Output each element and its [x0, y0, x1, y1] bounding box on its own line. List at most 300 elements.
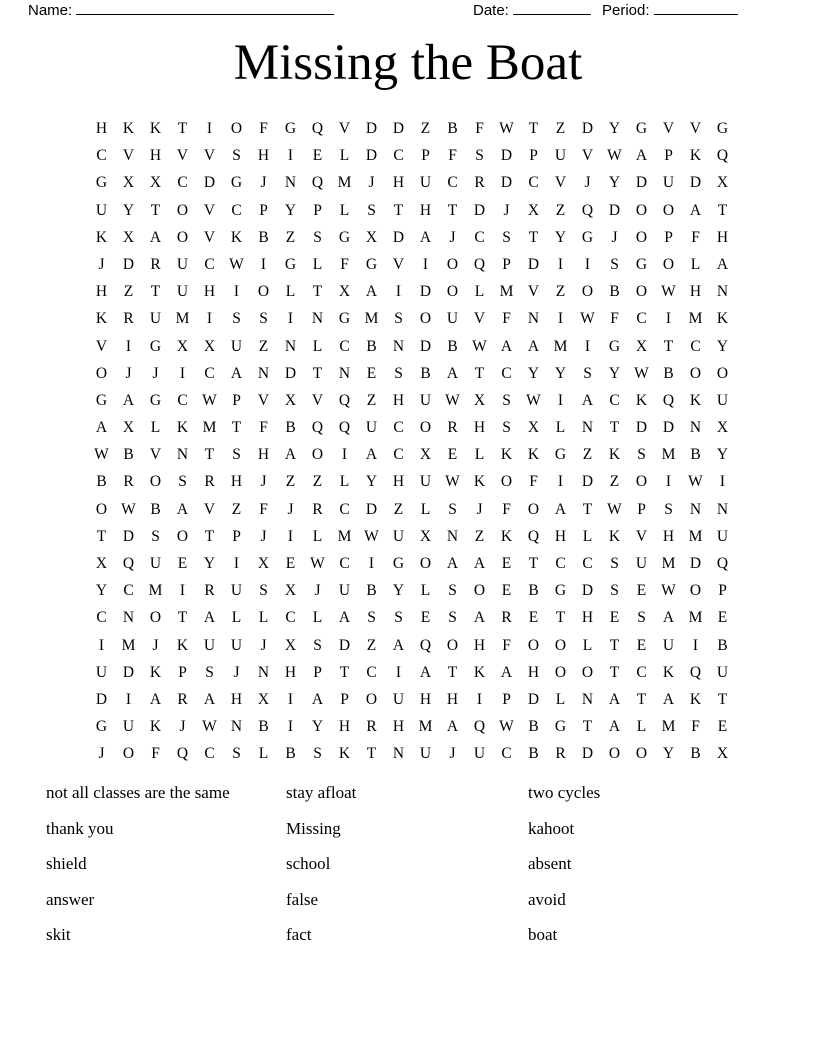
grid-cell[interactable]: M — [337, 174, 352, 192]
grid-cell[interactable]: M — [364, 310, 379, 328]
grid-cell[interactable]: H — [257, 446, 270, 464]
grid-cell[interactable]: F — [502, 500, 511, 518]
grid-cell[interactable]: Y — [95, 582, 108, 600]
grid-cell[interactable]: K — [473, 663, 486, 681]
grid-cell[interactable]: R — [447, 419, 458, 437]
grid-cell[interactable]: L — [150, 419, 161, 437]
grid-cell[interactable]: S — [259, 310, 268, 328]
grid-cell[interactable]: O — [554, 636, 567, 654]
grid-cell[interactable]: L — [339, 201, 350, 219]
grid-cell[interactable]: U — [149, 555, 162, 572]
grid-cell[interactable]: J — [611, 228, 618, 246]
grid-cell[interactable]: O — [419, 419, 432, 437]
grid-cell[interactable]: L — [420, 500, 431, 518]
grid-cell[interactable]: T — [528, 555, 539, 572]
grid-cell[interactable]: C — [393, 419, 404, 437]
grid-cell[interactable]: I — [125, 690, 132, 708]
grid-cell[interactable]: S — [313, 636, 322, 654]
grid-cell[interactable]: H — [230, 690, 243, 708]
grid-cell[interactable]: G — [365, 255, 378, 273]
grid-cell[interactable]: W — [634, 364, 649, 382]
grid-cell[interactable]: Z — [285, 473, 296, 491]
grid-cell[interactable]: P — [718, 582, 727, 600]
grid-cell[interactable]: O — [689, 582, 702, 600]
grid-cell[interactable]: I — [665, 310, 672, 328]
grid-cell[interactable]: N — [122, 609, 135, 627]
letter-grid[interactable] — [88, 115, 736, 768]
grid-cell[interactable]: A — [554, 500, 567, 518]
grid-cell[interactable]: S — [475, 147, 484, 165]
grid-cell[interactable]: F — [259, 500, 268, 518]
grid-cell[interactable]: S — [664, 500, 673, 518]
grid-cell[interactable]: J — [260, 527, 267, 545]
grid-cell[interactable]: C — [204, 745, 215, 763]
grid-cell[interactable]: H — [446, 690, 459, 708]
word-list-item[interactable]: false — [286, 889, 319, 909]
grid-cell[interactable]: N — [446, 527, 459, 545]
grid-cell[interactable]: W — [607, 500, 622, 518]
grid-cell[interactable]: V — [581, 147, 594, 165]
grid-cell[interactable]: B — [96, 473, 107, 491]
grid-cell[interactable]: K — [608, 446, 621, 464]
grid-cell[interactable]: L — [474, 283, 485, 301]
grid-cell[interactable]: I — [692, 636, 699, 654]
grid-cell[interactable]: C — [339, 337, 350, 355]
grid-cell[interactable]: X — [635, 337, 648, 355]
grid-cell[interactable]: T — [150, 283, 161, 301]
grid-cell[interactable]: T — [447, 663, 458, 681]
grid-cell[interactable]: Y — [122, 201, 135, 219]
grid-cell[interactable]: W — [688, 473, 703, 491]
word-list-item[interactable]: two cycles — [528, 783, 601, 802]
grid-cell[interactable]: S — [232, 745, 241, 763]
grid-cell[interactable]: T — [204, 527, 215, 545]
grid-cell[interactable]: D — [473, 201, 486, 219]
grid-cell[interactable]: H — [689, 283, 702, 301]
grid-cell[interactable]: Z — [609, 473, 620, 491]
grid-cell[interactable]: N — [689, 500, 702, 518]
grid-cell[interactable]: I — [557, 473, 564, 491]
grid-cell[interactable]: D — [365, 120, 378, 137]
grid-cell[interactable]: U — [716, 391, 729, 409]
grid-cell[interactable]: H — [419, 690, 432, 708]
grid-cell[interactable]: W — [94, 446, 109, 464]
grid-cell[interactable]: B — [150, 500, 161, 518]
grid-cell[interactable]: Z — [366, 391, 377, 409]
grid-cell[interactable]: Z — [555, 283, 566, 301]
grid-cell[interactable]: W — [202, 718, 217, 736]
grid-cell[interactable]: X — [716, 419, 729, 437]
grid-cell[interactable]: Q — [716, 555, 729, 572]
grid-cell[interactable]: J — [449, 745, 456, 763]
grid-cell[interactable]: Q — [338, 419, 351, 437]
grid-cell[interactable]: D — [500, 147, 513, 165]
grid-cell[interactable]: N — [527, 310, 540, 328]
grid-cell[interactable]: X — [95, 555, 108, 572]
grid-cell[interactable]: O — [446, 255, 459, 273]
grid-cell[interactable]: L — [231, 609, 242, 627]
grid-cell[interactable]: K — [122, 120, 135, 137]
grid-cell[interactable]: P — [421, 147, 430, 165]
grid-cell[interactable]: B — [420, 364, 431, 382]
grid-cell[interactable]: O — [635, 745, 648, 763]
grid-cell[interactable]: A — [581, 391, 594, 409]
grid-cell[interactable]: C — [393, 446, 404, 464]
grid-cell[interactable]: D — [419, 337, 432, 355]
grid-cell[interactable]: C — [123, 582, 134, 600]
grid-cell[interactable]: X — [338, 283, 351, 301]
grid-cell[interactable]: J — [125, 364, 132, 382]
grid-cell[interactable]: N — [284, 337, 297, 355]
grid-cell[interactable]: B — [528, 582, 539, 600]
grid-cell[interactable]: L — [312, 609, 323, 627]
grid-cell[interactable]: A — [608, 718, 621, 736]
grid-cell[interactable]: Q — [527, 527, 540, 545]
grid-cell[interactable]: T — [609, 663, 620, 681]
grid-cell[interactable]: Q — [716, 147, 729, 165]
grid-cell[interactable]: X — [419, 527, 432, 545]
grid-cell[interactable]: W — [499, 120, 514, 137]
grid-cell[interactable]: R — [177, 690, 188, 708]
grid-cell[interactable]: D — [581, 120, 594, 137]
grid-cell[interactable]: M — [661, 718, 676, 736]
grid-cell[interactable]: Y — [608, 174, 621, 192]
grid-cell[interactable]: A — [203, 609, 216, 627]
grid-cell[interactable]: P — [664, 147, 673, 165]
grid-cell[interactable]: S — [502, 228, 511, 246]
grid-cell[interactable]: O — [176, 527, 189, 545]
grid-cell[interactable]: Z — [582, 446, 593, 464]
grid-cell[interactable]: P — [232, 391, 241, 409]
grid-cell[interactable]: W — [229, 255, 244, 273]
grid-cell[interactable]: Y — [311, 718, 324, 736]
grid-cell[interactable]: S — [178, 473, 187, 491]
grid-cell[interactable]: V — [257, 391, 270, 409]
grid-cell[interactable]: H — [419, 201, 432, 219]
grid-cell[interactable]: V — [635, 527, 648, 545]
grid-cell[interactable]: F — [259, 419, 268, 437]
grid-cell[interactable]: I — [341, 446, 348, 464]
grid-cell[interactable]: D — [635, 174, 648, 192]
grid-cell[interactable]: R — [204, 473, 215, 491]
word-list-item[interactable]: thank you — [46, 818, 114, 838]
grid-cell[interactable]: E — [636, 582, 647, 600]
grid-cell[interactable]: Q — [473, 718, 486, 736]
word-list-item[interactable]: skit — [46, 925, 71, 944]
grid-cell[interactable]: I — [179, 582, 186, 600]
grid-cell[interactable]: X — [473, 391, 486, 409]
grid-cell[interactable]: P — [340, 690, 349, 708]
grid-cell[interactable]: K — [473, 473, 486, 491]
grid-cell[interactable]: U — [230, 582, 243, 600]
grid-cell[interactable]: C — [393, 147, 404, 165]
grid-cell[interactable]: M — [148, 582, 163, 600]
grid-cell[interactable]: A — [203, 690, 216, 708]
grid-cell[interactable]: C — [447, 174, 458, 192]
grid-cell[interactable]: W — [526, 391, 541, 409]
grid-cell[interactable]: G — [149, 391, 162, 409]
grid-cell[interactable]: L — [285, 283, 296, 301]
grid-cell[interactable]: J — [584, 174, 591, 192]
grid-cell[interactable]: N — [284, 174, 297, 192]
grid-cell[interactable]: D — [365, 500, 378, 518]
grid-cell[interactable]: H — [716, 228, 729, 246]
grid-cell[interactable]: X — [716, 174, 729, 192]
grid-cell[interactable]: C — [285, 609, 296, 627]
grid-cell[interactable]: M — [499, 283, 514, 301]
grid-cell[interactable]: D — [581, 745, 594, 763]
grid-cell[interactable]: B — [528, 718, 539, 736]
grid-cell[interactable]: T — [312, 364, 323, 382]
grid-cell[interactable]: X — [122, 419, 135, 437]
grid-cell[interactable]: S — [448, 500, 457, 518]
word-list-item[interactable]: fact — [286, 925, 312, 944]
grid-cell[interactable]: I — [395, 663, 402, 681]
grid-cell[interactable]: D — [122, 663, 135, 681]
grid-cell[interactable]: A — [446, 364, 459, 382]
grid-cell[interactable]: G — [554, 582, 567, 600]
grid-cell[interactable]: J — [503, 201, 510, 219]
grid-cell[interactable]: D — [365, 147, 378, 165]
grid-cell[interactable]: U — [95, 201, 108, 219]
grid-cell[interactable]: S — [502, 419, 511, 437]
grid-cell[interactable]: R — [312, 500, 323, 518]
period-write-line[interactable] — [654, 1, 738, 15]
grid-cell[interactable]: I — [287, 718, 294, 736]
grid-cell[interactable]: O — [635, 228, 648, 246]
grid-cell[interactable]: O — [554, 663, 567, 681]
grid-cell[interactable]: W — [121, 500, 136, 518]
word-list-item[interactable]: avoid — [528, 889, 566, 909]
grid-cell[interactable]: U — [716, 663, 729, 681]
grid-cell[interactable]: T — [150, 201, 161, 219]
grid-cell[interactable]: S — [610, 255, 619, 273]
grid-cell[interactable]: F — [448, 147, 457, 165]
grid-cell[interactable]: Y — [392, 582, 405, 600]
word-list-item[interactable]: not all classes are the same — [46, 783, 230, 802]
grid-cell[interactable]: W — [472, 337, 487, 355]
grid-cell[interactable]: E — [528, 609, 539, 627]
grid-cell[interactable]: U — [419, 174, 432, 192]
grid-cell[interactable]: U — [554, 147, 567, 165]
grid-cell[interactable]: X — [527, 201, 540, 219]
grid-cell[interactable]: B — [447, 120, 458, 137]
grid-cell[interactable]: I — [287, 310, 294, 328]
grid-cell[interactable]: X — [257, 555, 270, 572]
grid-cell[interactable]: N — [230, 718, 243, 736]
grid-cell[interactable]: C — [501, 364, 512, 382]
grid-cell[interactable]: U — [95, 663, 108, 681]
grid-cell[interactable]: X — [284, 391, 297, 409]
grid-cell[interactable]: S — [637, 446, 646, 464]
grid-cell[interactable]: I — [395, 283, 402, 301]
grid-cell[interactable]: L — [312, 337, 323, 355]
grid-cell[interactable]: S — [151, 527, 160, 545]
grid-cell[interactable]: G — [284, 255, 297, 273]
grid-cell[interactable]: R — [474, 174, 485, 192]
grid-cell[interactable]: B — [528, 745, 539, 763]
grid-cell[interactable]: O — [608, 745, 621, 763]
grid-cell[interactable]: Y — [554, 228, 567, 246]
grid-cell[interactable]: E — [447, 446, 458, 464]
grid-cell[interactable]: I — [233, 283, 240, 301]
grid-cell[interactable]: D — [581, 473, 594, 491]
grid-cell[interactable]: W — [499, 718, 514, 736]
grid-cell[interactable]: U — [635, 555, 648, 572]
grid-cell[interactable]: B — [663, 364, 674, 382]
grid-cell[interactable]: S — [610, 582, 619, 600]
grid-cell[interactable]: N — [311, 310, 324, 328]
grid-cell[interactable]: Q — [311, 174, 324, 192]
word-list-item[interactable]: kahoot — [528, 818, 575, 838]
grid-cell[interactable]: O — [635, 283, 648, 301]
grid-cell[interactable]: Y — [527, 364, 540, 382]
grid-cell[interactable]: Q — [689, 663, 702, 681]
grid-cell[interactable]: G — [392, 555, 405, 572]
grid-cell[interactable]: V — [203, 147, 216, 165]
grid-cell[interactable]: I — [287, 690, 294, 708]
grid-cell[interactable]: I — [206, 310, 213, 328]
grid-cell[interactable]: S — [367, 201, 376, 219]
grid-cell[interactable]: N — [257, 663, 270, 681]
grid-cell[interactable]: F — [259, 120, 268, 137]
grid-cell[interactable]: H — [95, 283, 108, 301]
grid-cell[interactable]: X — [284, 582, 297, 600]
grid-cell[interactable]: I — [368, 555, 375, 572]
grid-cell[interactable]: E — [312, 147, 323, 165]
grid-cell[interactable]: O — [95, 500, 108, 518]
grid-cell[interactable]: M — [688, 527, 703, 545]
grid-cell[interactable]: Z — [123, 283, 134, 301]
grid-cell[interactable]: W — [202, 391, 217, 409]
grid-cell[interactable]: I — [206, 120, 213, 137]
grid-cell[interactable]: X — [176, 337, 189, 355]
grid-cell[interactable]: D — [284, 364, 297, 382]
grid-cell[interactable]: G — [635, 255, 648, 273]
grid-cell[interactable]: Z — [555, 120, 566, 137]
grid-cell[interactable]: A — [608, 690, 621, 708]
grid-cell[interactable]: K — [662, 663, 675, 681]
grid-cell[interactable]: H — [149, 147, 162, 165]
grid-cell[interactable]: B — [258, 718, 269, 736]
grid-cell[interactable]: Q — [176, 745, 189, 763]
grid-cell[interactable]: V — [392, 255, 405, 273]
grid-cell[interactable]: E — [636, 636, 647, 654]
grid-cell[interactable]: C — [528, 174, 539, 192]
grid-cell[interactable]: Q — [473, 255, 486, 273]
grid-cell[interactable]: V — [554, 174, 567, 192]
grid-cell[interactable]: J — [152, 636, 159, 654]
grid-cell[interactable]: S — [313, 228, 322, 246]
grid-cell[interactable]: V — [122, 147, 135, 165]
grid-cell[interactable]: O — [662, 201, 675, 219]
grid-cell[interactable]: E — [285, 555, 296, 572]
grid-cell[interactable]: T — [447, 201, 458, 219]
grid-cell[interactable]: F — [691, 228, 700, 246]
grid-cell[interactable]: S — [448, 582, 457, 600]
grid-cell[interactable]: D — [500, 174, 513, 192]
grid-cell[interactable]: W — [445, 391, 460, 409]
grid-cell[interactable]: P — [502, 690, 511, 708]
grid-cell[interactable]: D — [419, 283, 432, 301]
grid-cell[interactable]: G — [284, 120, 297, 137]
grid-cell[interactable]: T — [393, 201, 404, 219]
grid-cell[interactable]: G — [338, 310, 351, 328]
grid-cell[interactable]: R — [123, 473, 134, 491]
grid-cell[interactable]: C — [501, 745, 512, 763]
grid-cell[interactable]: N — [581, 419, 594, 437]
grid-cell[interactable]: Y — [608, 364, 621, 382]
grid-cell[interactable]: I — [476, 690, 483, 708]
grid-cell[interactable]: V — [203, 201, 216, 219]
grid-cell[interactable]: T — [636, 690, 647, 708]
grid-cell[interactable]: T — [339, 663, 350, 681]
grid-cell[interactable]: S — [448, 609, 457, 627]
grid-cell[interactable]: I — [584, 255, 591, 273]
grid-cell[interactable]: O — [230, 120, 243, 137]
grid-cell[interactable]: L — [420, 582, 431, 600]
grid-cell[interactable]: D — [527, 690, 540, 708]
grid-cell[interactable]: N — [581, 690, 594, 708]
grid-cell[interactable]: G — [635, 120, 648, 137]
grid-cell[interactable]: Q — [581, 201, 594, 219]
grid-cell[interactable]: J — [152, 364, 159, 382]
grid-cell[interactable]: A — [419, 228, 432, 246]
grid-cell[interactable]: Z — [258, 337, 269, 355]
word-list-item[interactable]: boat — [528, 925, 558, 944]
grid-cell[interactable]: E — [420, 609, 431, 627]
grid-cell[interactable]: O — [446, 283, 459, 301]
grid-cell[interactable]: A — [689, 201, 702, 219]
grid-cell[interactable]: M — [661, 555, 676, 572]
grid-cell[interactable]: I — [260, 255, 267, 273]
grid-cell[interactable]: U — [203, 636, 216, 654]
grid-cell[interactable]: C — [555, 555, 566, 572]
grid-cell[interactable]: D — [392, 228, 405, 246]
grid-cell[interactable]: S — [583, 364, 592, 382]
date-field[interactable] — [473, 1, 591, 19]
grid-cell[interactable]: O — [527, 636, 540, 654]
grid-cell[interactable]: O — [311, 446, 324, 464]
grid-cell[interactable]: N — [338, 364, 351, 382]
grid-cell[interactable]: K — [149, 120, 162, 137]
grid-cell[interactable]: O — [635, 473, 648, 491]
grid-cell[interactable]: B — [690, 745, 701, 763]
grid-cell[interactable]: V — [149, 446, 162, 464]
grid-cell[interactable]: U — [392, 690, 405, 708]
grid-cell[interactable]: E — [366, 364, 377, 382]
grid-cell[interactable]: O — [527, 500, 540, 518]
grid-cell[interactable]: J — [260, 174, 267, 192]
grid-cell[interactable]: I — [179, 364, 186, 382]
grid-cell[interactable]: P — [313, 663, 322, 681]
grid-cell[interactable]: U — [392, 527, 405, 545]
grid-cell[interactable]: M — [661, 446, 676, 464]
date-write-line[interactable] — [513, 1, 591, 15]
grid-cell[interactable]: T — [528, 120, 539, 137]
grid-cell[interactable]: S — [502, 391, 511, 409]
word-list-item[interactable]: absent — [528, 854, 572, 873]
grid-cell[interactable]: T — [231, 419, 242, 437]
grid-cell[interactable]: X — [419, 446, 432, 464]
grid-cell[interactable]: H — [554, 527, 567, 545]
grid-cell[interactable]: H — [392, 391, 405, 409]
grid-cell[interactable]: E — [609, 609, 620, 627]
grid-cell[interactable]: C — [636, 663, 647, 681]
grid-cell[interactable]: X — [365, 228, 378, 246]
grid-cell[interactable]: W — [607, 147, 622, 165]
grid-cell[interactable]: A — [446, 555, 459, 572]
